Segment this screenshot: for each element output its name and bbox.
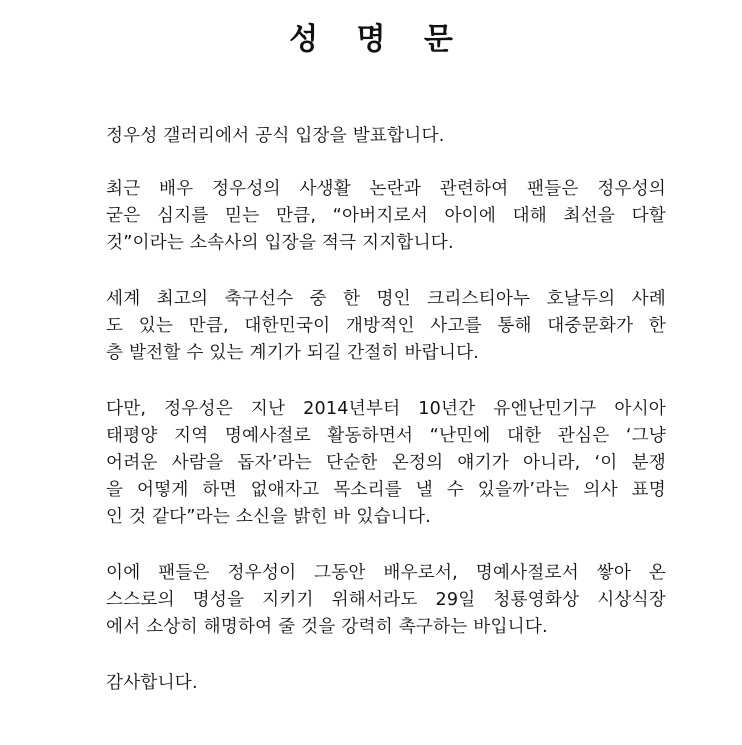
text-line: 어려운 사람을 돕자’라는 단순한 온정의 얘기가 아니라, ‘이 분쟁 (106, 453, 666, 473)
text-line: 세계 최고의 축구선수 중 한 명인 크리스티아누 호날두의 사례 (106, 289, 666, 309)
text-line: 것”이라는 소속사의 입장을 적극 지지합니다. (106, 233, 454, 253)
text-line: 감사합니다. (106, 673, 198, 693)
document-body (106, 123, 666, 726)
text-line: 정우성 갤러리에서 공식 입장을 발표합니다. (106, 126, 445, 146)
document-title: 성 명 문 (289, 22, 467, 57)
text-line: 층 발전할 수 있는 계기가 되길 간절히 바랍니다. (106, 343, 480, 363)
paragraph-unhcr (106, 396, 666, 531)
paragraph-example (106, 286, 666, 367)
text-line: 도 있는 만큼, 대한민국이 개방적인 사고를 통해 대중문화가 한 (106, 316, 666, 336)
paragraph-request (106, 560, 666, 641)
paragraph-support (106, 176, 666, 257)
paragraph-closing (106, 670, 666, 697)
text-line: 에서 소상히 해명하여 줄 것을 강력히 촉구하는 바입니다. (106, 617, 548, 637)
text-line: 스스로의 명성을 지키기 위해서라도 29일 청룡영화상 시상식장 (106, 590, 666, 610)
text-line: 다만, 정우성은 지난 2014년부터 10년간 유엔난민기구 아시아 (106, 399, 666, 419)
paragraph-intro (106, 123, 666, 150)
text-line: 굳은 심지를 믿는 만큼, “아버지로서 아이에 대해 최선을 다할 (106, 206, 666, 226)
text-line: 이에 팬들은 정우성이 그동안 배우로서, 명예사절로서 쌓아 온 (106, 563, 666, 583)
text-line: 최근 배우 정우성의 사생활 논란과 관련하여 팬들은 정우성의 (106, 179, 666, 199)
text-line: 태평양 지역 명예사절로 활동하면서 “난민에 대한 관심은 ‘그냥 (106, 426, 666, 446)
text-line: 인 것 같다”라는 소신을 밝힌 바 있습니다. (106, 507, 431, 527)
text-line: 을 어떻게 하면 없애자고 목소리를 낼 수 있을까’라는 의사 표명 (106, 480, 666, 500)
